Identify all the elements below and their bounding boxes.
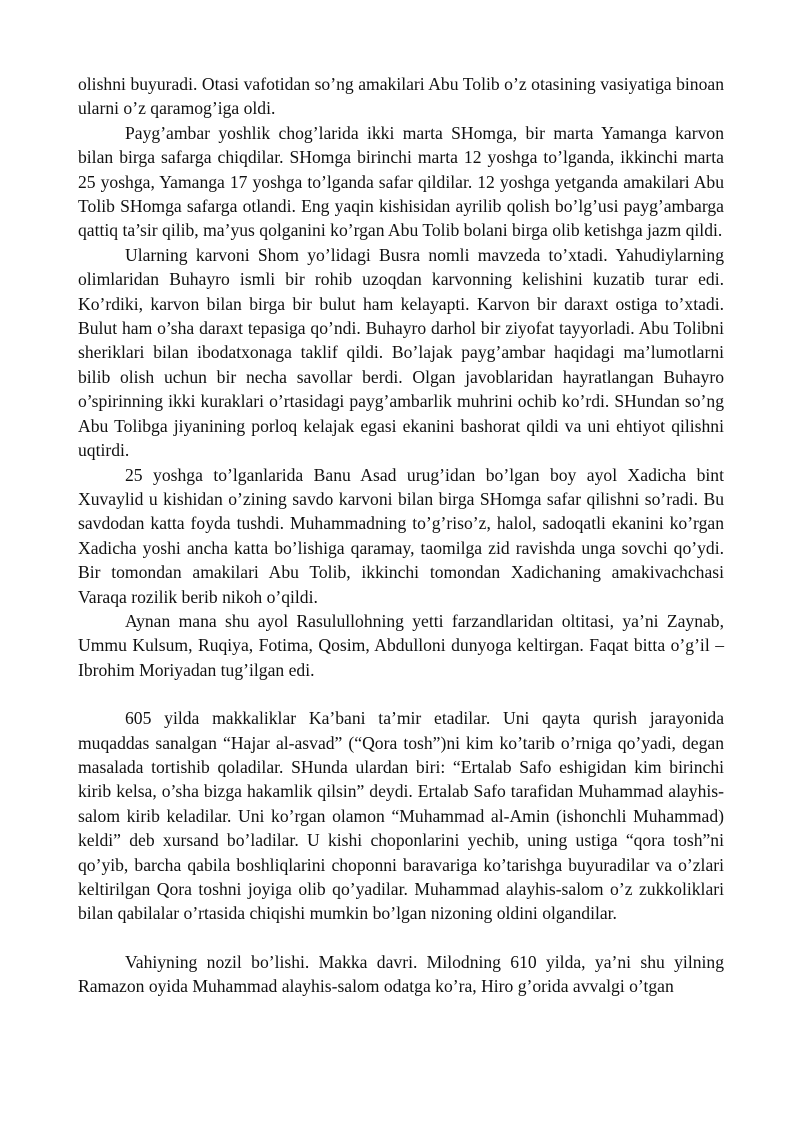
paragraph-xadicha: 25 yoshga to’lganlarida Banu Asad urug’idan bo’lgan boy ayol Xadicha bint Xuvaylid u kishidan o’zining savdo karvoni bilan birga SHomga safar qilishni so’radi. Bu savdodan katta foyda tushdi. Muhammadning to’g’riso’z, halol, sadoqatli ekanini ko’rgan Xadicha yoshi ancha katta bo’lishiga qaramay, taomilga zid ravishda unga sovchi qo’ydi. Bir tomondan amakilari Abu Tolib, ikkinchi tomondan Xadichaning amakivachchasi Varaqa rozilik berib nikoh o’qildi. [78,464,724,607]
paragraph-trips: Payg’ambar yoshlik chog’larida ikki marta SHomga, bir marta Yamanga karvon bilan birga safarga chiqdilar. SHomga birinchi marta 12 yoshga to’lganda, ikkinchi marta 25 yoshga, Yamanga 17 yoshga to’lganda safar qildilar. 12 yoshga yetganda amakilari Abu Tolib SHomga safarga otlandi. Eng yaqin kishisidan ayrilib qolish bo’lg’usi payg’ambarga qattiq ta’sir qilib, ma’yus qolganini ko’rgan Abu Tolib bolani birga olib ketishga jazm qildi. [78,122,724,241]
paragraph-kaaba: 605 yilda makkaliklar Ka’bani ta’mir etadilar. Uni qayta qurish jarayonida muqaddas sanalgan “Hajar al-asvad” (“Qora tosh”)ni kim ko’tarib o’rniga qo’yadi, degan masalada tortishib qoladilar. SHunda ulardan biri: “Ertalab Safo eshigidan kim birinchi kirib kelsa, o’sha bizga hakamlik qilsin” deydi. Ertalab Safo tarafidan Muhammad alayhis-salom kirib keladilar. Uni ko’rgan olamon “Muhammad al-Amin (ishonchli Muhammad) keldi” deb xursand bo’ladilar. U kishi choponlarini yechib, uning ustiga “qora tosh”ni qo’yib, barcha qabila boshliqlarini choponni baravariga ko’tarishga buyuradilar va o’zlari keltirilgan Qora toshni joyiga olib qo’yadilar. Muhammad alayhis-salom o’z zukkoliklari bilan qabilalar o’rtasida chiqishi mumkin bo’lgan nizoning oldini olgandilar. [78,708,724,924]
document-page [78,72,724,999]
paragraph-continuation: olishni buyuradi. Otasi vafotidan so’ng amakilari Abu Tolib o’z otasining vasiyatiga binoan ularni o’z qaramog’iga oldi. [78,74,724,119]
paragraph-buhayro: Ularning karvoni Shom yo’lidagi Busra nomli mavzeda to’xtadi. Yahudiylarning olimlaridan Buhayro ismli bir rohib uzoqdan karvonning kelishini kuzatib turar edi. Ko’rdiki, karvon bilan birga bir bulut ham kelayapti. Karvon bir daraxt ostiga to’xtadi. Bulut ham o’sha daraxt tepasiga qo’ndi. Buhayro darhol bir ziyofat tayyorladi. Abu Tolibni sheriklari bilan ibodatxonaga taklif qildi. Bo’lajak payg’ambar haqidagi ma’lumotlarni bilib olish uchun bir necha savollar berdi. Olgan javoblaridan hayratlangan Buhayro o’spirinning ikki kuraklari o’rtasidagi payg’ambarlik muhrini ochib ko’rdi. SHundan so’ng Abu Tolibga jiyanining porloq kelajak egasi ekanini bashorat qildi va uni ehtiyot qilishni uqtirdi. [78,244,724,461]
paragraph-children: Aynan mana shu ayol Rasulullohning yetti farzandlaridan oltitasi, ya’ni Zaynab, Ummu Kulsum, Ruqiya, Fotima, Qosim, Abdulloni dunyoga keltirgan. Faqat bitta o’g’il – Ibrohim Moriyadan tug’ilgan edi. [78,610,724,680]
paragraph-revelation: Vahiyning nozil bo’lishi. Makka davri. Milodning 610 yilda, ya’ni shu yilning Ramazon oyida Muhammad alayhis-salom odatga ko’ra, Hiro g’orida avvalgi o’tgan [78,951,724,997]
